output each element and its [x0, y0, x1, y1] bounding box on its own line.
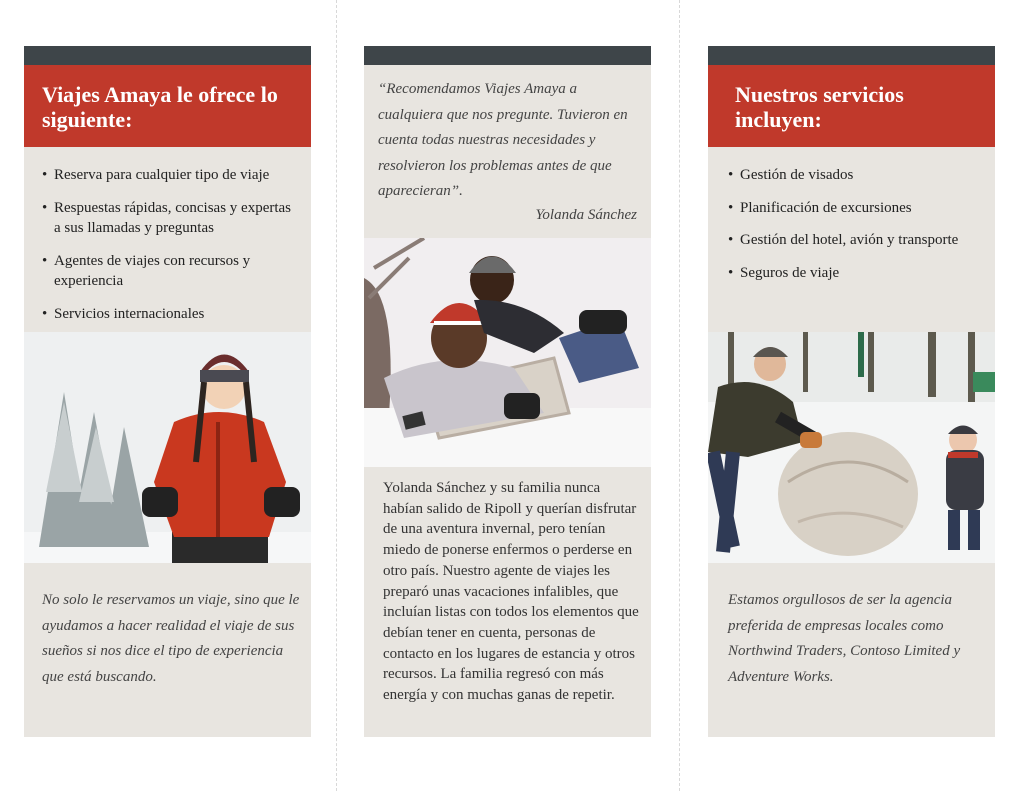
fold-line-1 — [336, 0, 337, 791]
list-item: • Gestión del hotel, avión y transporte — [728, 230, 981, 251]
list-item: • Respuestas rápidas, concisas y expertas a sus llamadas y preguntas — [42, 198, 297, 239]
list-item: • Agentes de viajes con recursos y experiencia — [42, 251, 297, 292]
fold-line-2 — [679, 0, 680, 791]
list-item: • Planificación de excursiones — [728, 198, 981, 219]
footer-companies: Northwind Traders, Contoso Limited y Adventure Works — [728, 643, 961, 685]
family-story: Yolanda Sánchez y su familia nunca habían salido de Ripoll y querían disfrutar de una aventura invernal, pero tenían miedo de ponerse enfermos o perderse en otro país. Nuestro agente de viajes les preparó unas vacaciones infalibles, que incluían listas con todos los elementos que debían tener en cuenta, personas de contacto en los lugares de estancia y otros recursos. La familia regresó con más energía y con muchas ganas de repetir. — [383, 480, 639, 704]
panel-right-footer-text — [728, 588, 990, 690]
testimonial-author: Yolanda Sánchez — [535, 207, 637, 223]
footer-end: . — [829, 668, 834, 685]
photo-child-in-snow — [24, 332, 311, 563]
photo-family-sledding — [364, 238, 651, 467]
testimonial-quote: “Recomendamos Viajes Amaya a cualquiera que nos pregunte. Tuvieron en cuenta todas nuestras necesidades y resolvieron los problemas antes de que aparecieran”. — [378, 81, 628, 199]
services-list — [708, 165, 995, 295]
panel-top-bar — [708, 46, 995, 65]
list-item: • Seguros de viaje — [728, 263, 981, 284]
panel-right-heading: Nuestros servicios incluyen: — [708, 65, 995, 147]
panel-left — [24, 46, 311, 737]
panel-middle — [364, 46, 651, 737]
panel-right — [708, 46, 995, 737]
panel-top-bar — [24, 46, 311, 65]
list-item: • Reserva para cualquier tipo de viaje — [42, 165, 297, 186]
panel-top-bar — [364, 46, 651, 65]
list-item: • Gestión de visados — [728, 165, 981, 186]
photo-snowball-rolling — [708, 332, 995, 563]
list-item: • Servicios internacionales — [42, 304, 297, 325]
footer-text-intro: Estamos orgullosos de ser la agencia preferida de empresas locales como — [728, 592, 953, 634]
panel-left-heading: Viajes Amaya le ofrece lo siguiente: — [24, 65, 311, 147]
panel-left-footer-text: No solo le reservamos un viaje, sino que le ayudamos a hacer realidad el viaje de sus sueños si nos dice el tipo de experiencia que está buscando. — [42, 592, 300, 685]
offer-list — [24, 165, 311, 336]
